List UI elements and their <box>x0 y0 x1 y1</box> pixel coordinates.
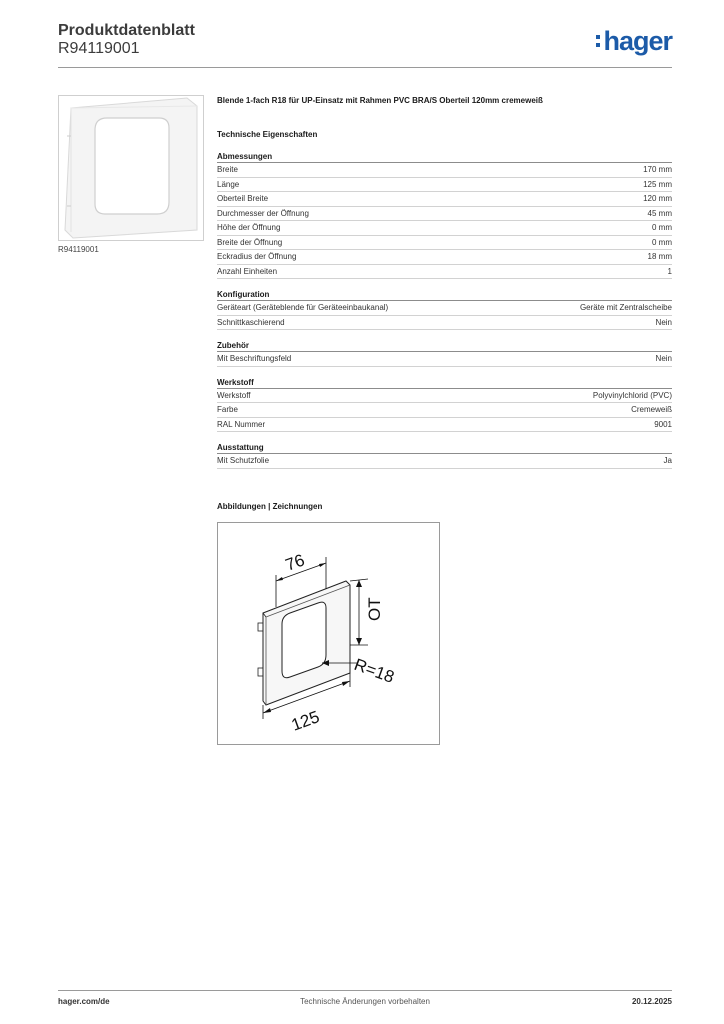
product-cover-plate-icon <box>59 96 203 240</box>
section-title: Zubehör <box>217 340 672 352</box>
section-title: Ausstattung <box>217 442 672 454</box>
section-werkstoff <box>217 377 672 433</box>
footer-website-link[interactable]: hager.com/de <box>58 997 110 1006</box>
row-label: Breite <box>217 165 238 175</box>
table-row <box>217 163 672 178</box>
row-label: Mit Beschriftungsfeld <box>217 354 292 364</box>
row-value: 0 mm <box>652 223 672 233</box>
table-row <box>217 352 672 367</box>
hager-logo <box>596 24 672 58</box>
table-row <box>217 403 672 418</box>
section-konfiguration <box>217 289 672 330</box>
row-value: Polyvinylchlorid (PVC) <box>592 390 672 400</box>
drawings-heading: Abbildungen | Zeichnungen <box>217 502 323 511</box>
technical-properties-heading: Technische Eigenschaften <box>217 130 318 139</box>
table-row <box>217 192 672 207</box>
logo-text: hager <box>603 25 672 56</box>
table-row <box>217 178 672 193</box>
page-footer <box>58 997 672 1011</box>
row-label: Farbe <box>217 405 238 415</box>
row-value: 125 mm <box>643 179 672 189</box>
dimension-drawing-icon <box>218 523 439 744</box>
section-abmessungen <box>217 151 672 279</box>
table-row <box>217 418 672 433</box>
footer-date: 20.12.2025 <box>631 997 672 1006</box>
row-value: 0 mm <box>652 237 672 247</box>
dimension-76-label: 76 <box>282 550 308 575</box>
row-value: 1 <box>667 266 672 276</box>
section-title: Konfiguration <box>217 289 672 301</box>
footer-divider <box>58 990 672 991</box>
row-label: Länge <box>217 179 240 189</box>
document-title: Produktdatenblatt <box>58 22 195 39</box>
row-label: Mit Schutzfolie <box>217 456 270 466</box>
section-zubehoer <box>217 340 672 367</box>
dimension-radius-label: R=18 <box>351 654 397 687</box>
row-value: 18 mm <box>647 252 672 262</box>
row-value: Geräte mit Zentralscheibe <box>579 303 672 313</box>
table-row <box>217 207 672 222</box>
product-image <box>58 95 204 241</box>
dimension-125-label: 125 <box>288 707 323 735</box>
table-row <box>217 301 672 316</box>
row-label: Durchmesser der Öffnung <box>217 208 309 218</box>
section-ausstattung <box>217 442 672 469</box>
row-label: Eckradius der Öffnung <box>217 252 297 262</box>
row-value: Cremeweiß <box>631 405 672 415</box>
table-row <box>217 221 672 236</box>
footer-notice: Technische Änderungen vorbehalten <box>300 997 430 1006</box>
table-row <box>217 316 672 331</box>
table-row <box>217 265 672 280</box>
product-image-caption: R94119001 <box>58 245 99 254</box>
row-value: 120 mm <box>643 194 672 204</box>
row-value: Nein <box>655 317 672 327</box>
row-value: Ja <box>663 456 672 466</box>
product-details <box>217 95 672 479</box>
row-label: Oberteil Breite <box>217 194 269 204</box>
section-title: Werkstoff <box>217 377 672 389</box>
row-value: Nein <box>655 354 672 364</box>
section-title: Abmessungen <box>217 151 672 163</box>
row-label: RAL Nummer <box>217 419 266 429</box>
table-row <box>217 236 672 251</box>
technical-drawing <box>217 522 440 745</box>
row-value: 170 mm <box>643 165 672 175</box>
dimension-ot-label: OT <box>365 597 384 621</box>
row-label: Geräteart (Geräteblende für Geräteeinbaukanal) <box>217 303 389 313</box>
table-row <box>217 389 672 404</box>
row-label: Werkstoff <box>217 390 251 400</box>
article-number: R94119001 <box>58 40 140 57</box>
table-row <box>217 454 672 469</box>
table-row <box>217 250 672 265</box>
logo-dots-icon <box>596 33 600 49</box>
row-label: Schnittkaschierend <box>217 317 285 327</box>
header-divider <box>58 67 672 68</box>
row-label: Anzahl Einheiten <box>217 266 278 276</box>
row-value: 9001 <box>654 419 672 429</box>
page-header <box>58 22 672 68</box>
product-description: Blende 1-fach R18 für UP-Einsatz mit Rahmen PVC BRA/S Oberteil 120mm cremeweiß <box>217 96 543 105</box>
row-label: Höhe der Öffnung <box>217 223 281 233</box>
row-value: 45 mm <box>647 208 672 218</box>
row-label: Breite der Öffnung <box>217 237 283 247</box>
